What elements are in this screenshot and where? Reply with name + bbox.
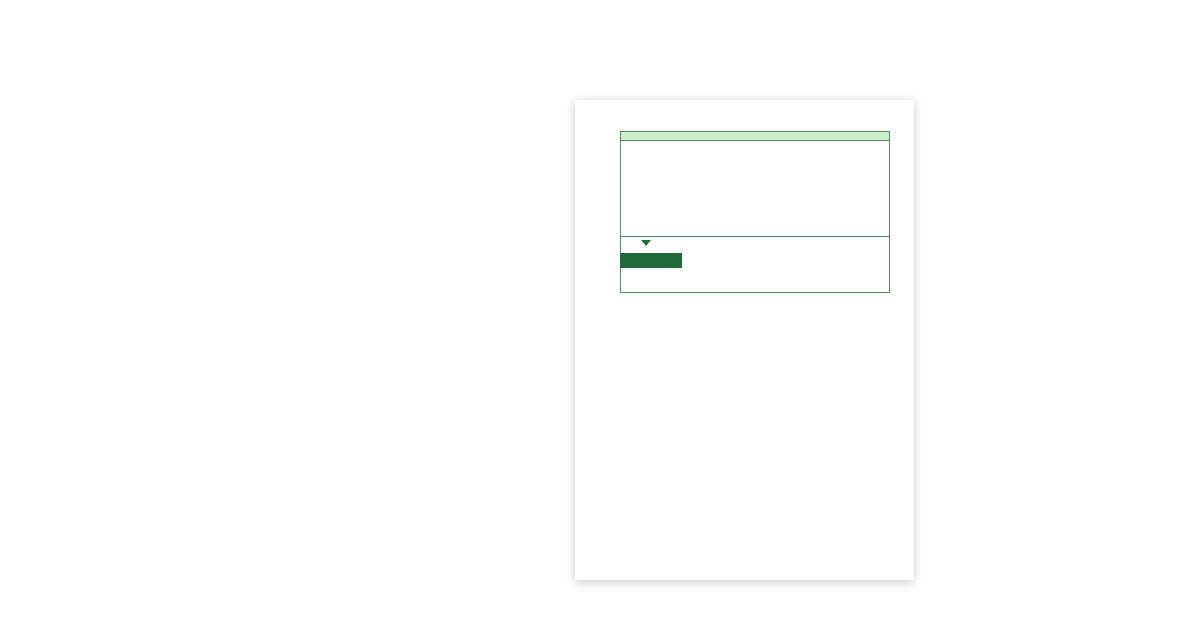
- report-page-2: [575, 100, 914, 580]
- daily-cleaning-list: [621, 141, 889, 145]
- daily-cleaning-section: [620, 131, 890, 293]
- flow-arrow-icon: [641, 240, 651, 246]
- section-heading-daily-cleaning: [621, 132, 889, 141]
- divider: [621, 236, 889, 237]
